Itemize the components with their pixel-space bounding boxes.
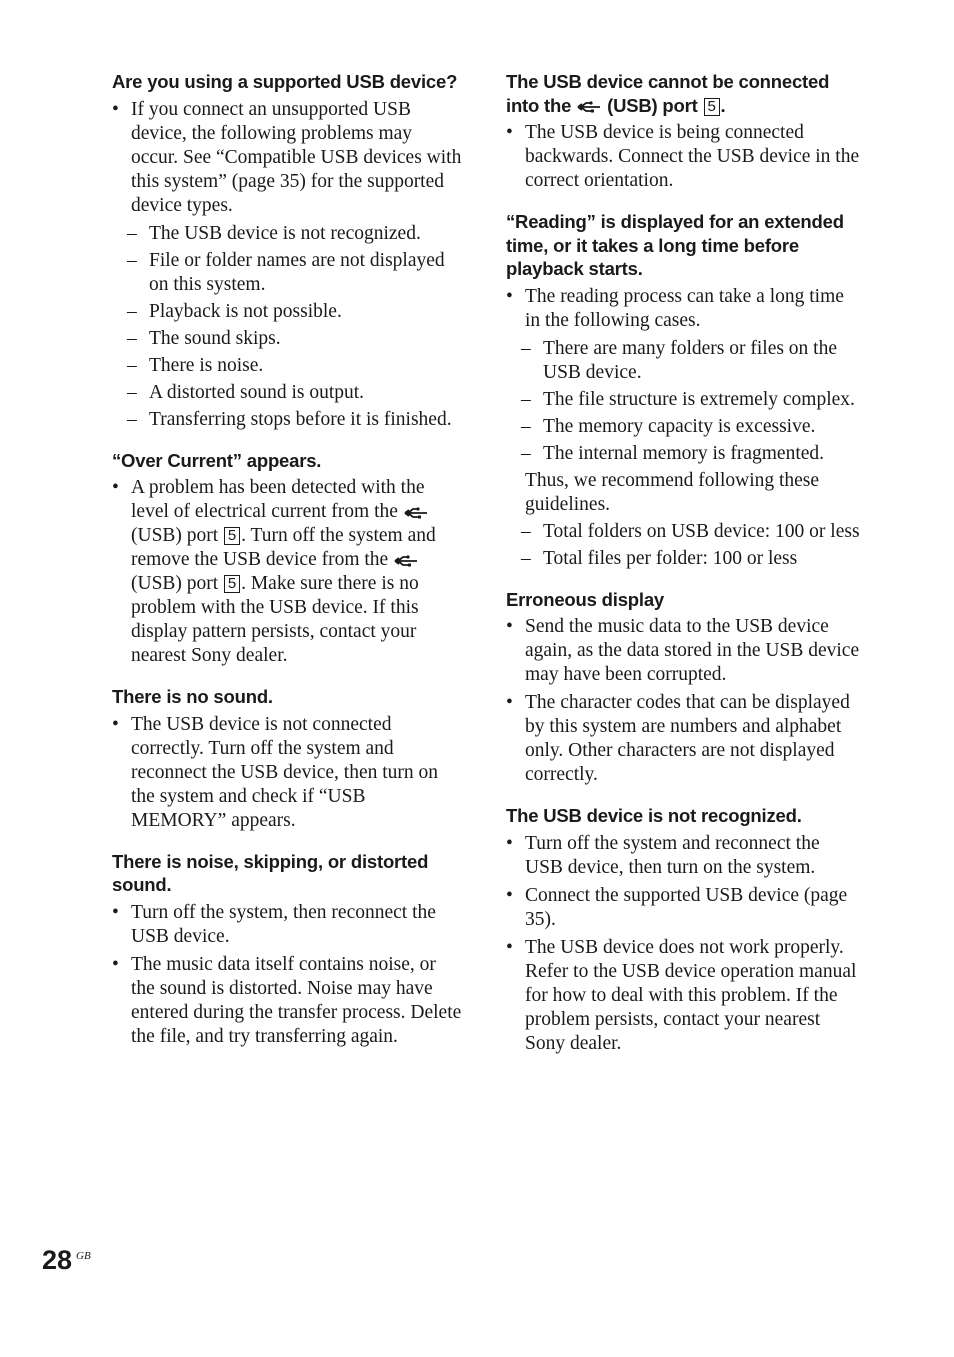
- sub-item: – The file structure is extremely complex.: [521, 388, 855, 410]
- bullet-item: • Connect the supported USB device (page 35).: [506, 884, 848, 930]
- bullet-icon: •: [506, 616, 513, 637]
- bullet-icon: •: [506, 936, 513, 958]
- bullet-item: • Turn off the system and reconnect the USB device, then turn on the system.: [506, 832, 820, 878]
- section-reading: [506, 210, 862, 571]
- section-heading: The USB device is not recognized.: [506, 805, 802, 826]
- dash-icon: –: [521, 520, 531, 542]
- sub-item: – Total files per folder: 100 or less: [521, 547, 798, 569]
- sub-item: – There are many folders or files on the USB device.: [521, 337, 838, 383]
- section-noise: [112, 850, 464, 1049]
- section-no-sound: [112, 685, 464, 833]
- sub-item: – The sound skips.: [127, 327, 281, 349]
- left-column: [112, 70, 464, 1066]
- sub-item: – Transferring stops before it is finished.: [127, 408, 452, 430]
- section-heading: There is noise, skipping, or distorted sound.: [112, 850, 429, 895]
- bullet-icon: •: [112, 98, 119, 120]
- sub-item: – Total folders on USB device: 100 or less: [521, 520, 860, 542]
- usb-icon: [577, 101, 601, 113]
- right-column: [506, 70, 862, 1073]
- bullet-item: • The USB device is being connected backwards. Connect the USB device in the correct orientation.: [506, 122, 860, 191]
- sub-item: – File or folder names are not displayed on this system.: [127, 249, 445, 295]
- bullet-icon: •: [506, 884, 513, 906]
- bullet-item: • The character codes that can be displayed by this system are numbers and alphabet only. Other characters are not displayed correctly.: [506, 692, 850, 785]
- sub-item: – A distorted sound is output.: [127, 381, 365, 403]
- dash-icon: –: [521, 388, 531, 410]
- bullet-icon: •: [506, 832, 513, 854]
- port-number-box: 5: [704, 98, 720, 116]
- port-number-box: 5: [224, 575, 240, 593]
- bullet-icon: •: [506, 122, 513, 143]
- bullet-item: • The USB device does not work properly. Refer to the USB device operation manual for how to deal with this problem. If the problem persists, contact your nearest Sony dealer.: [506, 936, 857, 1054]
- section-not-recognized: [506, 804, 862, 1056]
- dash-icon: –: [127, 327, 137, 349]
- section-heading: Erroneous display: [506, 588, 665, 610]
- usb-icon: [404, 507, 428, 519]
- bullet-icon: •: [506, 285, 513, 307]
- bullet-icon: •: [112, 901, 119, 923]
- bullet-item: • The reading process can take a long time in the following cases.: [506, 285, 844, 331]
- page-suffix: GB: [76, 1250, 91, 1262]
- note-text: Thus, we recommend following these guidelines.: [525, 469, 820, 515]
- page-number: 28: [42, 1245, 73, 1275]
- dash-icon: –: [127, 249, 137, 271]
- bullet-icon: •: [112, 713, 119, 735]
- sub-item: – There is noise.: [127, 354, 264, 376]
- dash-icon: –: [127, 354, 137, 376]
- section-heading: Are you using a supported USB device?: [112, 71, 458, 92]
- usb-icon: [394, 555, 418, 567]
- bullet-item: • A problem has been detected with the level of electrical current from the (USB) port 5 . Turn off the system and remove the USB device from the (USB) port 5 . Make sure there is no problem with the USB device. If this display pattern persists, contact your nearest Sony dealer.: [112, 477, 436, 666]
- dash-icon: –: [127, 300, 137, 322]
- dash-icon: –: [521, 442, 531, 464]
- bullet-item: • Send the music data to the USB device again, as the data stored in the USB device may have been corrupted.: [506, 616, 860, 685]
- dash-icon: –: [127, 408, 137, 430]
- dash-icon: –: [521, 337, 531, 359]
- sub-item: – The internal memory is fragmented.: [521, 442, 825, 464]
- bullet-item: • The USB device is not connected correctly. Turn off the system and reconnect the USB device, then turn on the system and check if “USB MEMORY” appears.: [112, 713, 439, 831]
- section-over-current: [112, 449, 464, 669]
- bullet-item: • The music data itself contains noise, or the sound is distorted. Noise may have entered during the transfer process. Delete the file, and try transferring again.: [112, 953, 462, 1047]
- dash-icon: –: [127, 222, 137, 244]
- bullet-icon: •: [112, 477, 119, 498]
- dash-icon: –: [127, 381, 137, 403]
- section-erroneous-display: [506, 588, 862, 788]
- sub-item: – The memory capacity is excessive.: [521, 415, 816, 437]
- bullet-icon: •: [112, 953, 119, 975]
- sub-item: – Playback is not possible.: [127, 300, 342, 322]
- bullet-icon: •: [506, 692, 513, 713]
- bullet-item: • Turn off the system, then reconnect the USB device.: [112, 901, 436, 947]
- bullet-item: • If you connect an unsupported USB device, the following problems may occur. See “Compatible USB devices with this system” (page 35) for the supported device types.: [112, 98, 462, 216]
- section-heading: The USB device cannot be connected into the (USB) port 5 .: [506, 71, 830, 116]
- section-heading: “Over Current” appears.: [112, 449, 322, 471]
- section-cannot-connect: [506, 70, 862, 193]
- section-heading: “Reading” is displayed for an extended time, or it takes a long time before playback starts.: [506, 211, 844, 279]
- dash-icon: –: [521, 415, 531, 437]
- port-number-box: 5: [224, 527, 240, 545]
- section-supported-usb: [112, 70, 464, 432]
- dash-icon: –: [521, 547, 531, 569]
- section-heading: There is no sound.: [112, 686, 273, 707]
- sub-item: – The USB device is not recognized.: [127, 222, 421, 244]
